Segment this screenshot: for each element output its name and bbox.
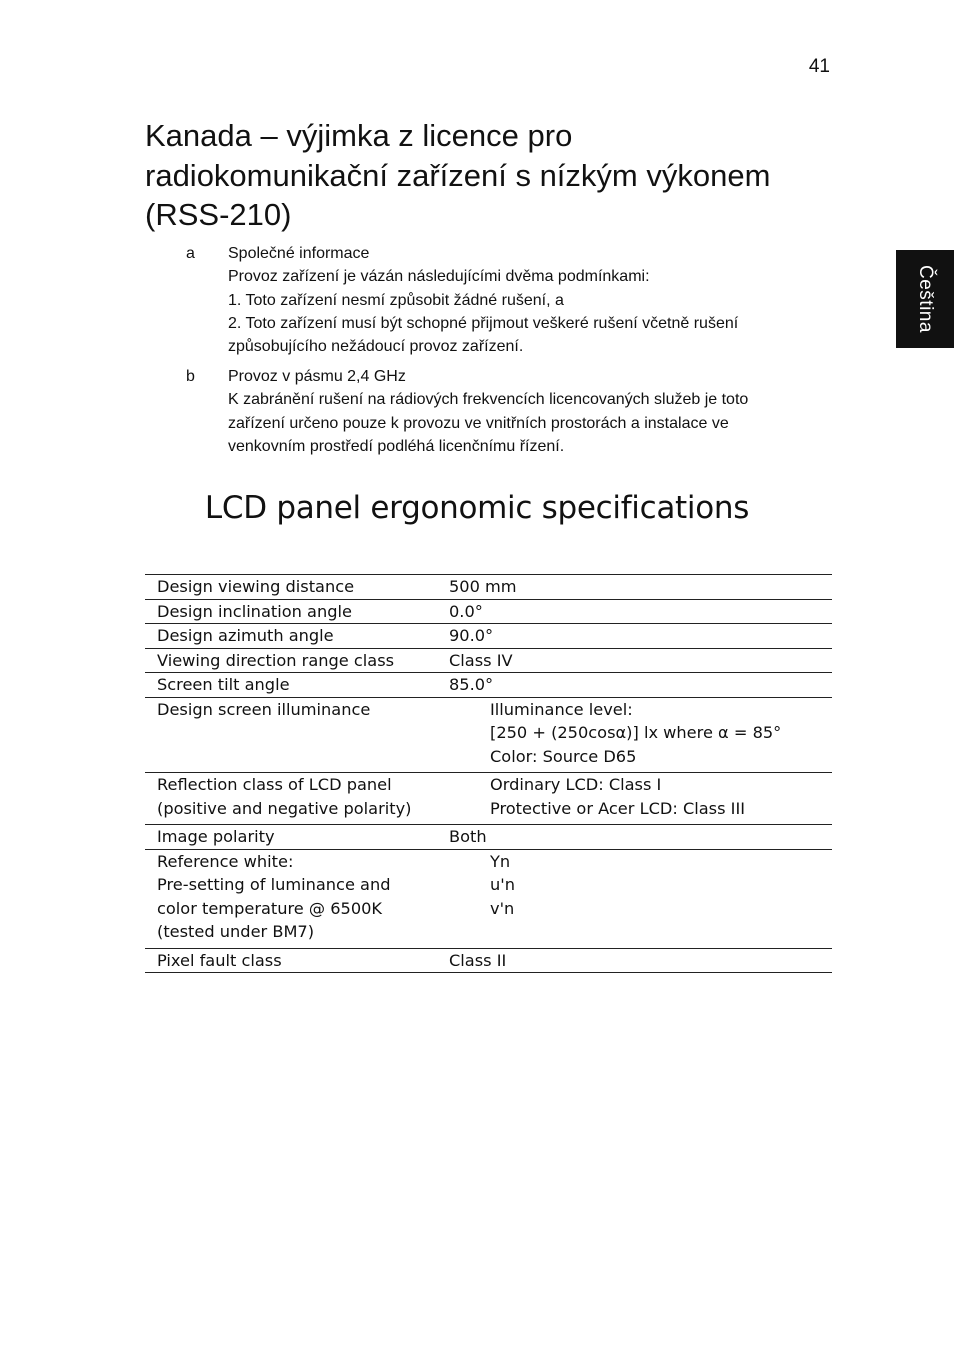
spec-value-line: Class II bbox=[449, 950, 507, 970]
spec-value bbox=[447, 697, 832, 773]
table-row bbox=[145, 948, 832, 973]
list-item-line: Provoz zařízení je vázán následujícími dvěma podmínkami: bbox=[228, 268, 650, 286]
spec-label bbox=[145, 575, 447, 600]
spec-value-line: Color: Source D65 bbox=[490, 746, 637, 766]
list-item-a bbox=[186, 242, 846, 358]
spec-label-line: Design screen illuminance bbox=[157, 699, 371, 719]
spec-label bbox=[145, 773, 447, 825]
spec-value bbox=[447, 825, 832, 850]
spec-label bbox=[145, 849, 447, 948]
list-item-line: způsobujícího nežádoucí provoz zařízení. bbox=[228, 338, 524, 356]
list-marker: a bbox=[186, 245, 195, 262]
section-title-line: Kanada – výjimka z licence pro bbox=[145, 118, 573, 153]
page-number: 41 bbox=[808, 56, 830, 77]
table-row bbox=[145, 673, 832, 698]
list-item-line: venkovním prostředí podléhá licenčnímu řízení. bbox=[228, 437, 565, 455]
spec-label bbox=[145, 697, 447, 773]
spec-value-line: 500 mm bbox=[449, 577, 517, 596]
spec-value-line: v'n bbox=[490, 898, 515, 918]
table-row bbox=[145, 648, 832, 673]
spec-table bbox=[145, 574, 832, 973]
spec-value bbox=[447, 849, 832, 948]
spec-label bbox=[145, 825, 447, 850]
spec-label-line: Design viewing distance bbox=[157, 577, 355, 596]
spec-label bbox=[145, 648, 447, 673]
section-title-line: (RSS-210) bbox=[145, 197, 292, 232]
spec-label-line: Image polarity bbox=[157, 827, 275, 846]
table-row bbox=[145, 599, 832, 624]
spec-label-line: Pre-setting of luminance and bbox=[157, 875, 391, 894]
spec-label bbox=[145, 673, 447, 698]
spec-value-line: u'n bbox=[490, 875, 515, 894]
spec-label-line: Pixel fault class bbox=[157, 950, 282, 970]
table-row bbox=[145, 575, 832, 600]
spec-label bbox=[145, 624, 447, 649]
language-tab-label: Čeština bbox=[915, 265, 936, 333]
spec-label-line: Design inclination angle bbox=[157, 601, 352, 621]
spec-title: LCD panel ergonomic specifications bbox=[204, 490, 750, 526]
spec-value-line: Ordinary LCD: Class I bbox=[490, 775, 662, 794]
spec-value-line: 90.0° bbox=[449, 626, 494, 645]
table-row bbox=[145, 697, 832, 773]
spec-value-line: Yn bbox=[490, 851, 511, 871]
spec-value-line: Class IV bbox=[449, 650, 513, 670]
list-item-content bbox=[228, 365, 846, 458]
spec-label-line: Reference white: bbox=[157, 851, 294, 871]
spec-value-line: Protective or Acer LCD: Class III bbox=[490, 798, 746, 818]
table-row bbox=[145, 849, 832, 948]
list-item-line: Společné informace bbox=[228, 245, 370, 262]
table-row bbox=[145, 624, 832, 649]
spec-value bbox=[447, 773, 832, 825]
language-tab bbox=[896, 250, 954, 348]
list-item-content bbox=[228, 242, 846, 358]
spec-label-line: (positive and negative polarity) bbox=[157, 798, 412, 818]
table-row bbox=[145, 825, 832, 850]
spec-value bbox=[447, 948, 832, 973]
spec-value bbox=[447, 599, 832, 624]
spec-value-line: 0.0° bbox=[449, 601, 483, 621]
spec-label-line: Design azimuth angle bbox=[157, 626, 334, 645]
list-item-line: 2. Toto zařízení musí být schopné přijmout veškeré rušení včetně rušení bbox=[228, 314, 739, 332]
spec-label-line: Viewing direction range class bbox=[157, 650, 395, 670]
list-item-line: 1. Toto zařízení nesmí způsobit žádné rušení, a bbox=[228, 291, 564, 309]
spec-value bbox=[447, 624, 832, 649]
spec-value bbox=[447, 575, 832, 600]
section-title-line: radiokomunikační zařízení s nízkým výkonem bbox=[145, 157, 771, 193]
list-item-line: zařízení určeno pouze k provozu ve vnitřních prostorách a instalace ve bbox=[228, 414, 729, 432]
list-item-line: Provoz v pásmu 2,4 GHz bbox=[228, 368, 406, 385]
spec-value bbox=[447, 648, 832, 673]
spec-label bbox=[145, 599, 447, 624]
spec-value-line: [250 + (250cosα)] lx where α = 85° bbox=[490, 723, 782, 742]
spec-value-line: 85.0° bbox=[449, 675, 494, 694]
spec-value-line: Both bbox=[449, 827, 487, 846]
spec-label bbox=[145, 948, 447, 973]
spec-label-line: (tested under BM7) bbox=[157, 922, 315, 941]
spec-value bbox=[447, 673, 832, 698]
table-row bbox=[145, 773, 832, 825]
list-item-b bbox=[186, 365, 846, 458]
list-marker: b bbox=[186, 368, 195, 385]
spec-label-line: color temperature @ 6500K bbox=[157, 898, 383, 918]
spec-value-line: Illuminance level: bbox=[490, 699, 633, 719]
list-item-line: K zabránění rušení na rádiových frekvencích licencovaných služeb je toto bbox=[228, 391, 749, 409]
spec-label-line: Screen tilt angle bbox=[157, 675, 290, 694]
section-title bbox=[145, 116, 845, 235]
spec-label-line: Reflection class of LCD panel bbox=[157, 775, 392, 794]
